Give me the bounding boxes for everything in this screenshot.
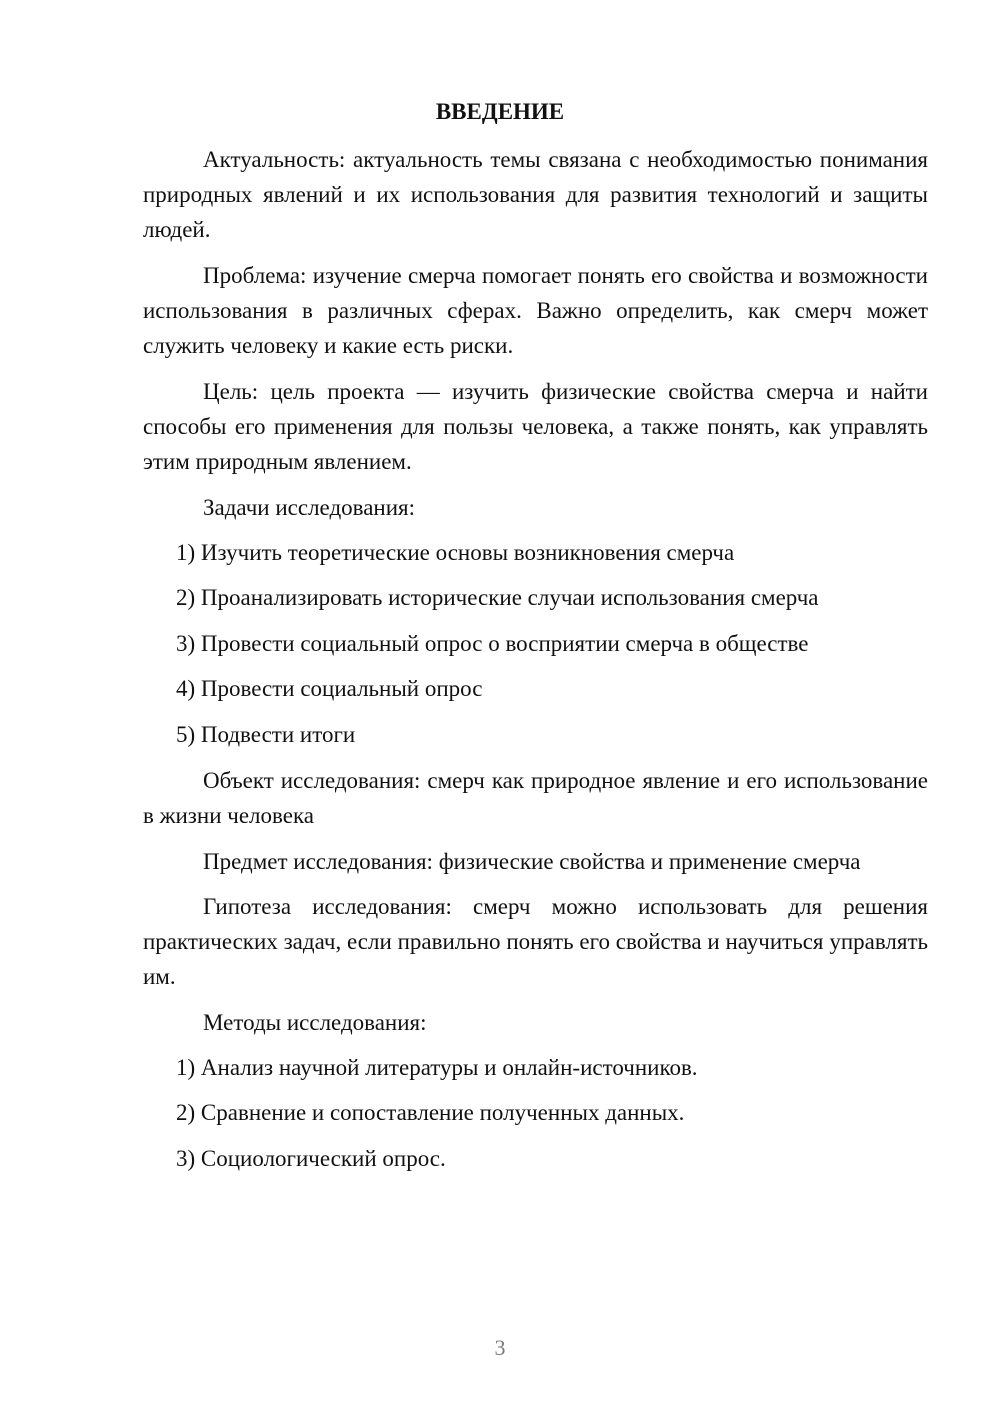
object-text: Объект исследования: смерч как природное явление и его использование в жизни человека <box>143 768 928 828</box>
relevance-paragraph <box>143 142 928 247</box>
hypothesis-text: Гипотеза исследования: смерч можно использовать для решения практических задач, если правильно понять его свойства и научиться управлять им. <box>143 894 928 989</box>
hypothesis-paragraph <box>143 889 928 994</box>
task-item: 4) Провести социальный опрос <box>176 676 483 701</box>
tasks-heading-text: Задачи исследования: <box>203 495 416 520</box>
method-item: 2) Сравнение и сопоставление полученных данных. <box>176 1100 685 1125</box>
relevance-text: Актуальность: актуальность темы связана с необходимостью понимания природных явлений и их использования для развития технологий и защиты людей. <box>143 147 928 242</box>
methods-heading-text: Методы исследования: <box>203 1010 427 1035</box>
problem-text: Проблема: изучение смерча помогает понять его свойства и возможности использования в различных сферах. Важно определить, как смерч может служить человеку и какие есть риски. <box>143 263 928 358</box>
page-number: 3 <box>494 1335 506 1360</box>
task-item: 3) Провести социальный опрос о восприятии смерча в обществе <box>176 631 809 656</box>
methods-heading <box>143 1005 928 1040</box>
subject-text: Предмет исследования: физические свойства и применение смерча <box>203 849 861 874</box>
page-title: ВВЕДЕНИЕ <box>435 99 565 124</box>
task-item: 2) Проанализировать исторические случаи использования смерча <box>176 585 819 610</box>
method-item: 1) Анализ научной литературы и онлайн-источников. <box>176 1055 698 1080</box>
tasks-heading <box>143 490 928 525</box>
task-item: 1) Изучить теоретические основы возникновения смерча <box>176 540 735 565</box>
object-paragraph <box>143 763 928 833</box>
problem-paragraph <box>143 258 928 363</box>
subject-paragraph <box>143 844 928 879</box>
goal-paragraph <box>143 374 928 479</box>
goal-text: Цель: цель проекта — изучить физические свойства смерча и найти способы его применения для пользы человека, а также понять, как управлять этим природным явлением. <box>143 379 928 474</box>
task-item: 5) Подвести итоги <box>176 722 356 747</box>
method-item: 3) Социологический опрос. <box>176 1146 446 1171</box>
